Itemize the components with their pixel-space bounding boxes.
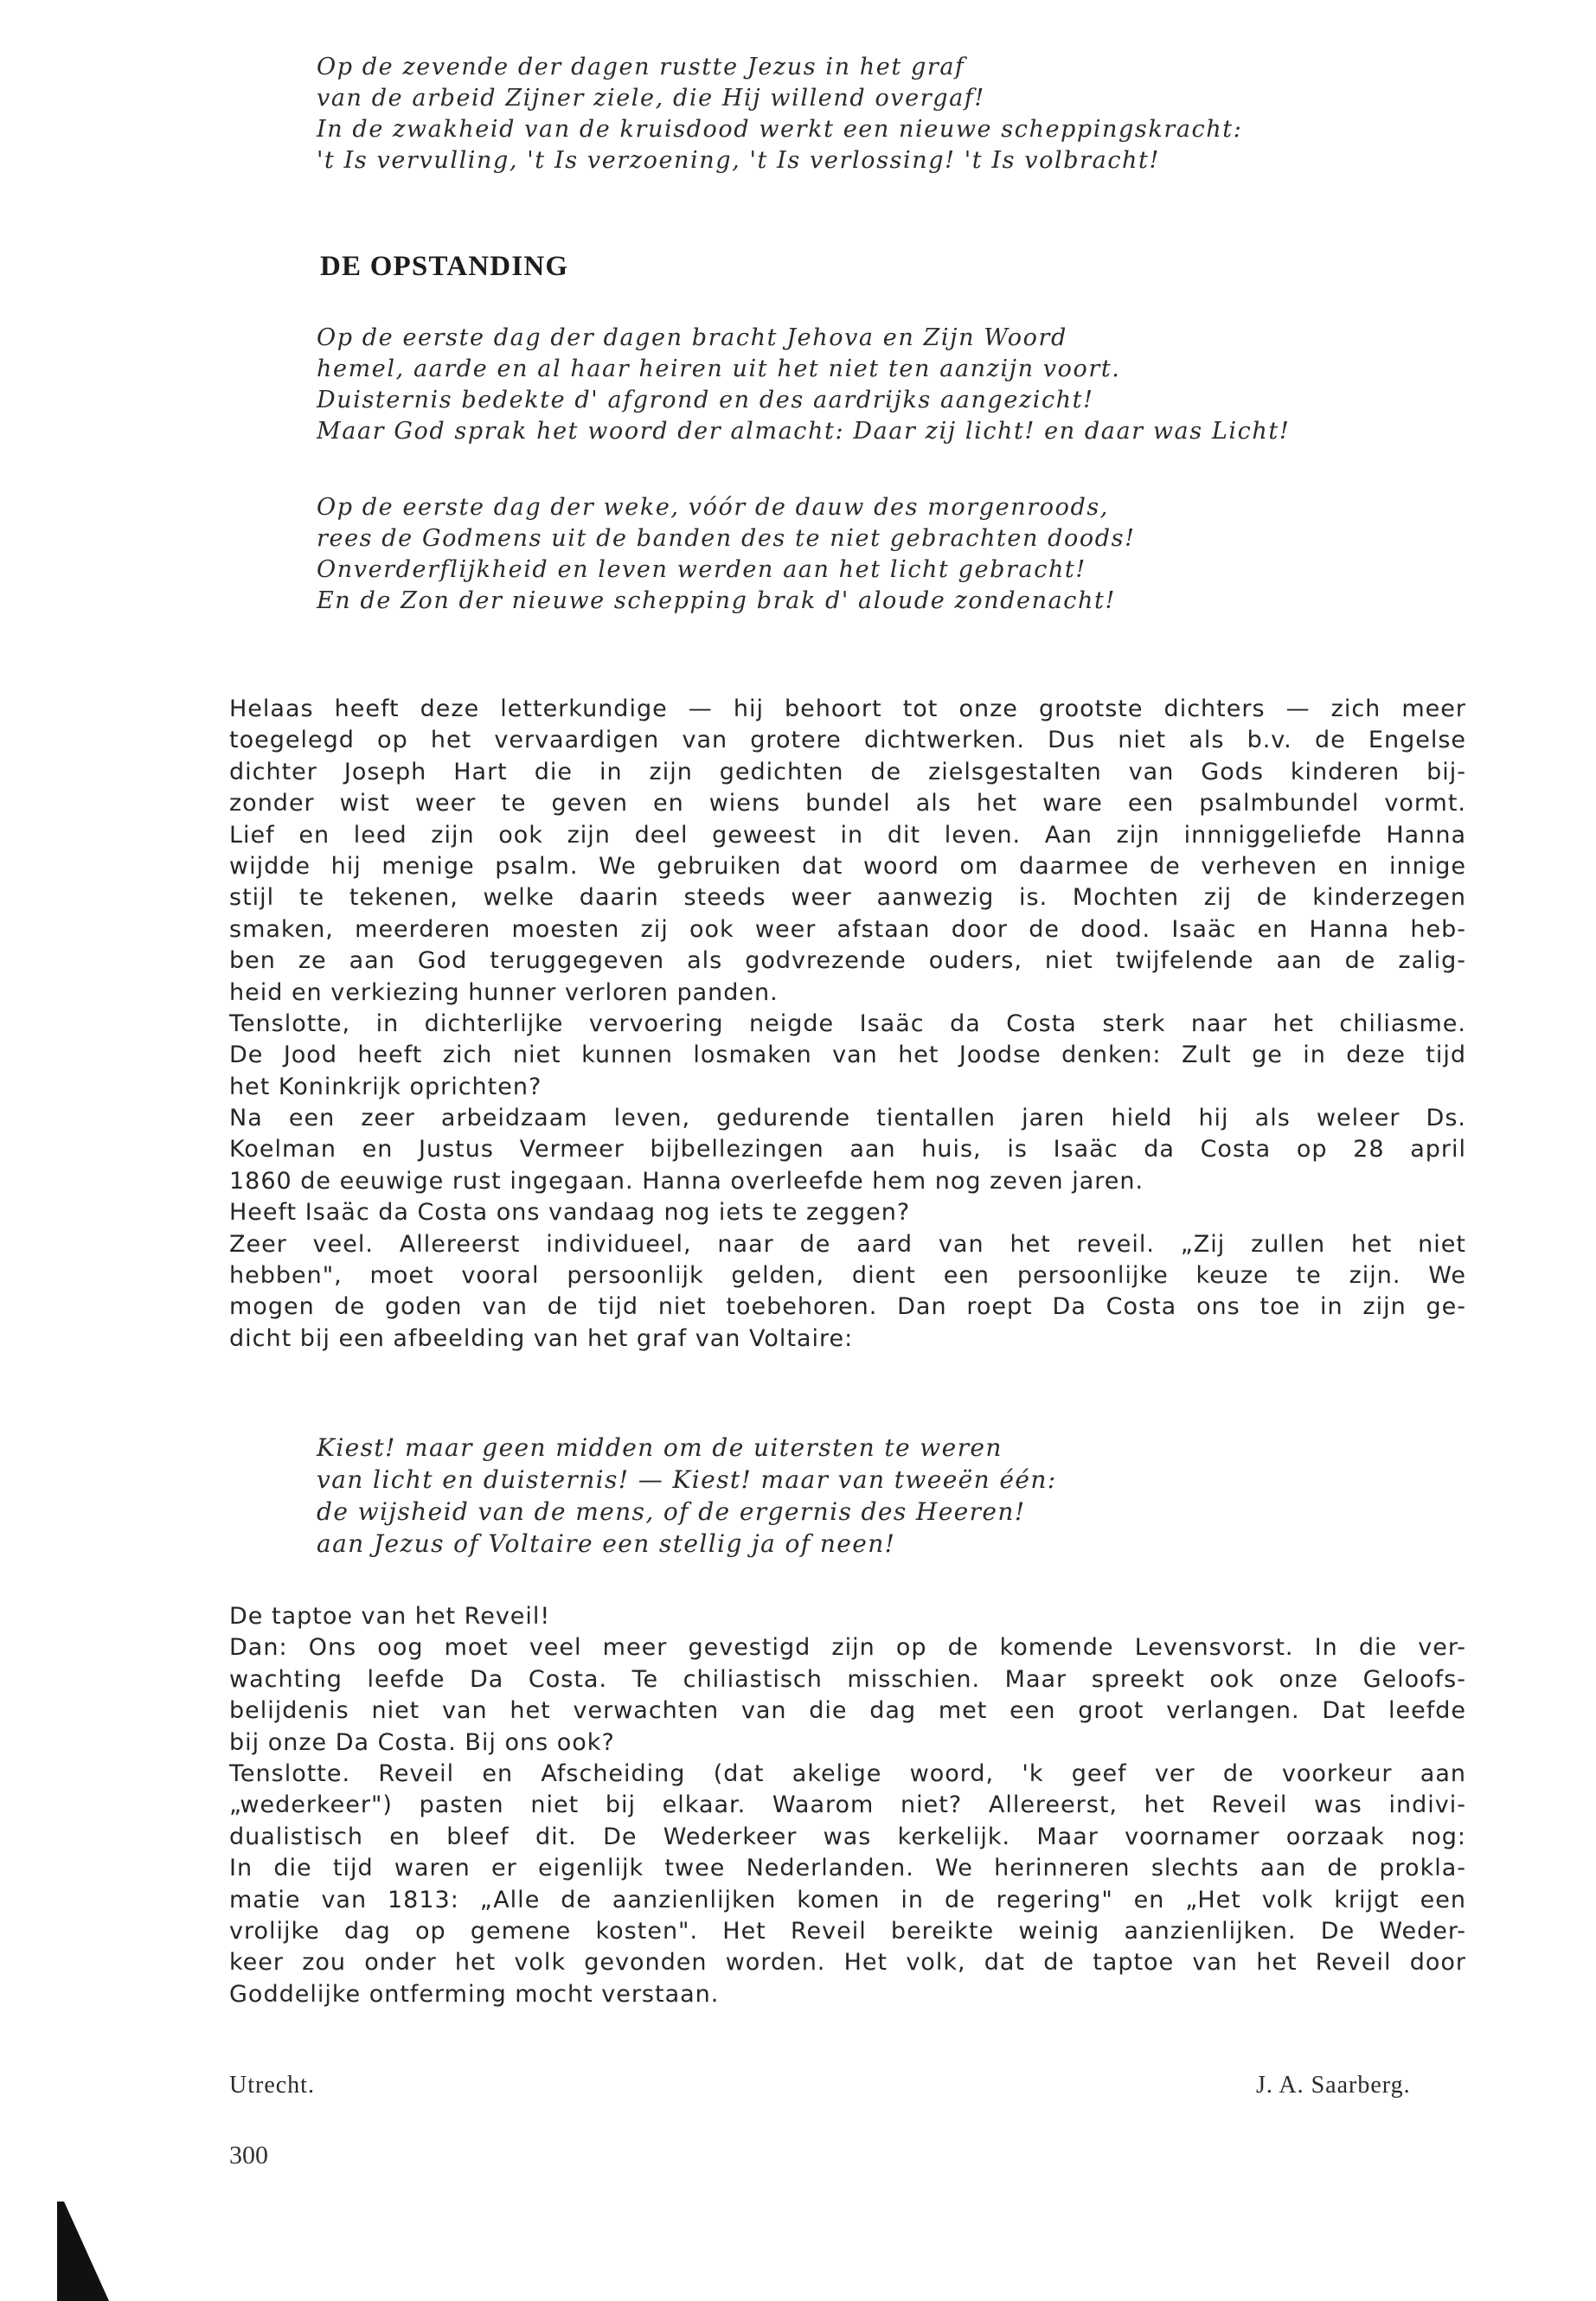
text-line: De taptoe van het Reveil! — [229, 1603, 551, 1630]
text-line: In die tijd waren er eigenlijk twee Nederlanden. We herinneren slechts aan de prokla- — [229, 1855, 1466, 1882]
text-line: zonder wist weer te geven en wiens bundel als het ware een psalmbundel vormt. — [229, 790, 1466, 817]
page-number: 300 — [229, 2141, 268, 2170]
text-line: ben ze aan God teruggegeven als godvrezende ouders, niet twijfelende aan de zalig- — [229, 947, 1466, 975]
verse-line: de wijsheid van de mens, of de ergernis des Heeren! — [317, 1497, 1026, 1526]
verse-stanza-2 — [317, 492, 1136, 617]
text-line: keer zou onder het volk gevonden worden. Het volk, dat de taptoe van het Reveil door — [229, 1949, 1466, 1977]
author-signature: J. A. Saarberg. — [1256, 2072, 1411, 2099]
text-line: mogen de goden van de tijd niet toebehoren. Dan roept Da Costa ons toe in zijn ge- — [229, 1293, 1466, 1321]
verse-line: 't Is vervulling, 't Is verzoening, 't Is verlossing! 't Is volbracht! — [317, 147, 1160, 174]
text-line: bij onze Da Costa. Bij ons ook? — [229, 1728, 615, 1756]
text-line: Helaas heeft deze letterkundige — hij behoort tot onze grootste dichters — zich meer — [229, 695, 1466, 722]
body-text-closing — [229, 1601, 1466, 2010]
text-line: smaken, meerderen moesten zij ook weer afstaan door de dood. Isaäc en Hanna heb- — [229, 915, 1466, 943]
text-line: matie van 1813: „Alle de aanzienlijken komen in de regering" en „Het volk krijgt een — [229, 1886, 1466, 1913]
verse-line: In de zwakheid van de kruisdood werkt een nieuwe scheppingskracht: — [317, 116, 1243, 143]
text-line: wijdde hij menige psalm. We gebruiken dat woord om daarmee de verheven en innige — [229, 852, 1466, 880]
verse-line: Op de eerste dag der weke, vóór de dauw des morgenroods, — [317, 494, 1109, 521]
place-signature: Utrecht. — [229, 2072, 315, 2099]
text-line: 1860 de eeuwige rust ingegaan. Hanna overleefde hem nog zeven jaren. — [229, 1167, 1144, 1195]
section-heading: DE OPSTANDING — [320, 251, 569, 282]
text-line: Koelman en Justus Vermeer bijbellezingen aan huis, is Isaäc da Costa op 28 april — [229, 1136, 1466, 1163]
verse-line: rees de Godmens uit de banden des te niet gebrachten doods! — [317, 525, 1136, 552]
text-line: „wederkeer") pasten niet bij elkaar. Waarom niet? Allereerst, het Reveil was indivi- — [229, 1791, 1466, 1819]
verse-line: Maar God sprak het woord der almacht: Daar zij licht! en daar was Licht! — [317, 418, 1291, 445]
text-line: Tenslotte, in dichterlijke vervoering neigde Isaäc da Costa sterk naar het chiliasme. — [229, 1009, 1466, 1037]
text-line: wachting leefde Da Costa. Te chiliastisch misschien. Maar spreekt ook onze Geloofs- — [229, 1665, 1466, 1693]
text-line: dichter Joseph Hart die in zijn gedichten de zielsgestalten van Gods kinderen bij- — [229, 758, 1466, 785]
text-line: heid en verkiezing hunner verloren panden. — [229, 978, 779, 1006]
text-line: Tenslotte. Reveil en Afscheiding (dat akelige woord, 'k geef ver de voorkeur aan — [229, 1759, 1466, 1787]
scan-corner-mark — [57, 2202, 109, 2301]
verse-line: van licht en duisternis! — Kiest! maar van tweeën één: — [317, 1465, 1057, 1494]
text-line: het Koninkrijk oprichten? — [229, 1073, 542, 1100]
verse-quote — [317, 1432, 1057, 1560]
verse-line: aan Jezus of Voltaire een stellig ja of neen! — [317, 1529, 896, 1558]
text-line: De Jood heeft zich niet kunnen losmaken van het Joodse denken: Zult ge in deze tijd — [229, 1042, 1466, 1069]
text-line: Lief en leed zijn ook zijn deel geweest in dit leven. Aan zijn innniggeliefde Hanna — [229, 821, 1466, 849]
text-line: Zeer veel. Allereerst individueel, naar de aard van het reveil. „Zij zullen het niet — [229, 1230, 1466, 1258]
text-line: Heeft Isaäc da Costa ons vandaag nog iets te zeggen? — [229, 1199, 911, 1227]
text-line: dicht bij een afbeelding van het graf van Voltaire: — [229, 1324, 854, 1352]
verse-line: Op de eerste dag der dagen bracht Jehova en Zijn Woord — [317, 324, 1067, 351]
verse-stanza-1 — [317, 323, 1290, 447]
text-line: vrolijke dag op gemene kosten". Het Reveil bereikte weinig aanzienlijken. De Weder- — [229, 1917, 1466, 1945]
verse-intro — [317, 52, 1242, 176]
verse-line: Duisternis bedekte d' afgrond en des aardrijks aangezicht! — [317, 387, 1094, 413]
verse-line: Onverderflijkheid en leven werden aan het licht gebracht! — [317, 556, 1086, 583]
text-line: stijl te tekenen, welke daarin steeds weer aanwezig is. Mochten zij de kinderzegen — [229, 884, 1466, 912]
verse-line: van de arbeid Zijner ziele, die Hij willend overgaf! — [317, 85, 985, 112]
text-line: dualistisch en bleef dit. De Wederkeer was kerkelijk. Maar voornamer oorzaak nog: — [229, 1823, 1466, 1850]
text-line: belijdenis niet van het verwachten van die dag met een groot verlangen. Dat leefde — [229, 1697, 1466, 1725]
text-line: toegelegd op het vervaardigen van grotere dichtwerken. Dus niet als b.v. de Engelse — [229, 727, 1466, 754]
verse-line: Kiest! maar geen midden om de uitersten te weren — [317, 1433, 1003, 1462]
text-line: Goddelijke ontferming mocht verstaan. — [229, 1980, 720, 2008]
verse-line: Op de zevende der dagen rustte Jezus in het graf — [317, 54, 965, 80]
text-line: Dan: Ons oog moet veel meer gevestigd zijn op de komende Levensvorst. In die ver- — [229, 1634, 1466, 1662]
text-line: Na een zeer arbeidzaam leven, gedurende tientallen jaren hield hij als weleer Ds. — [229, 1105, 1466, 1132]
body-text-main — [229, 694, 1466, 1355]
text-line: hebben", moet vooral persoonlijk gelden, dient een persoonlijke keuze te zijn. We — [229, 1262, 1466, 1290]
verse-line: hemel, aarde en al haar heiren uit het niet ten aanzijn voort. — [317, 356, 1121, 382]
verse-line: En de Zon der nieuwe schepping brak d' aloude zondenacht! — [317, 587, 1116, 614]
